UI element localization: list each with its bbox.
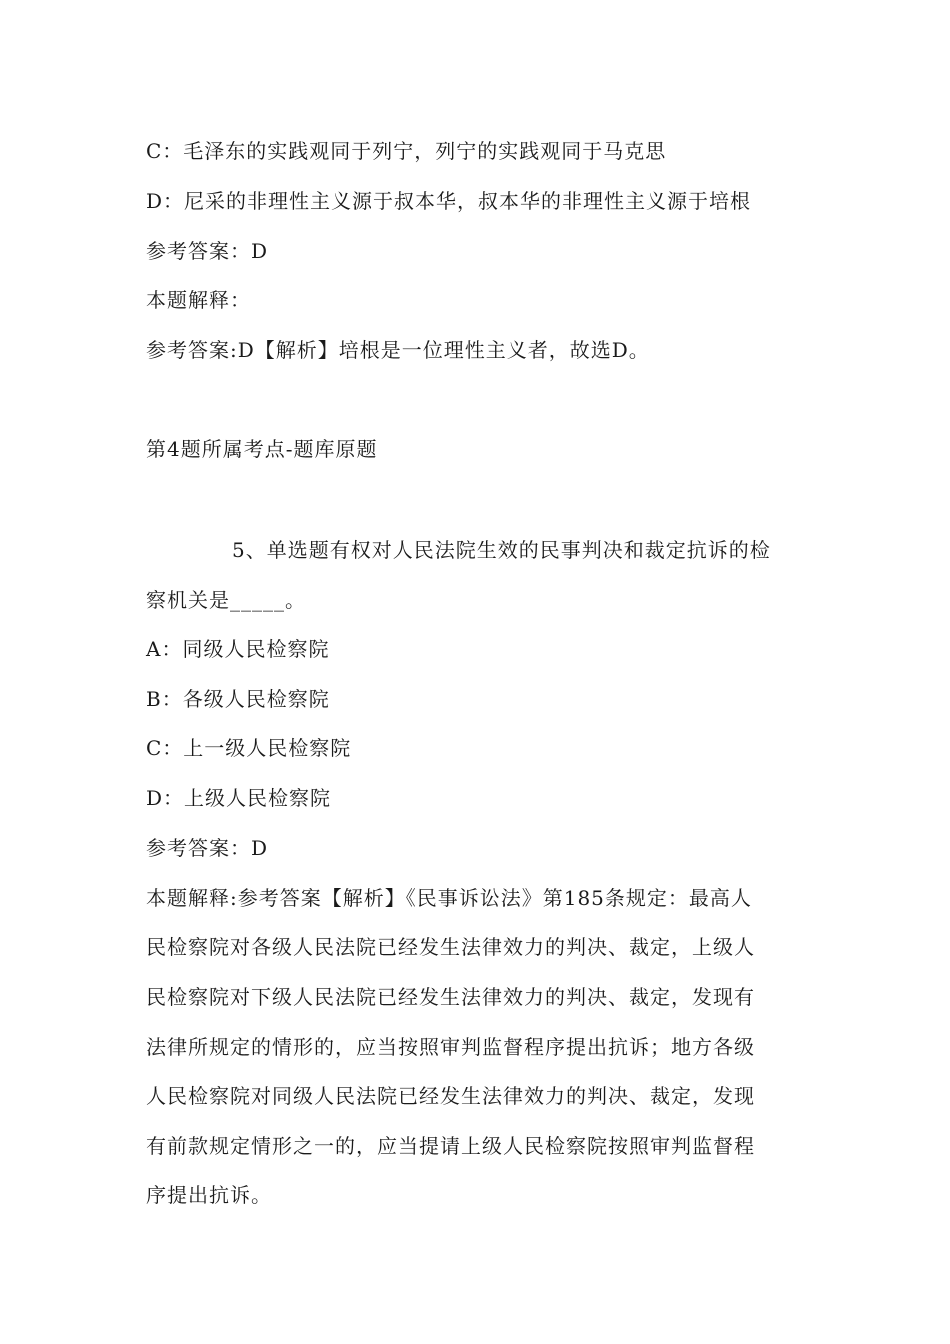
q5-explanation-line: 民检察院对各级人民法院已经发生法律效力的判决、裁定，上级人 <box>146 935 755 959</box>
q5-option-a: A：同级人民检察院 <box>146 637 330 661</box>
q5-explanation-line: 民检察院对下级人民法院已经发生法律效力的判决、裁定，发现有 <box>146 985 755 1009</box>
q5-explanation-line: 本题解释:参考答案【解析】《民事诉讼法》第185条规定：最高人 <box>146 886 752 910</box>
q3-explanation-label: 本题解释： <box>146 288 251 312</box>
q5-option-d: D：上级人民检察院 <box>146 786 332 810</box>
q4-topic: 第4题所属考点-题库原题 <box>146 437 378 461</box>
q5-explanation-line: 有前款规定情形之一的，应当提请上级人民检察院按照审判监督程 <box>146 1134 755 1158</box>
q3-option-d: D：尼采的非理性主义源于叔本华，叔本华的非理性主义源于培根 <box>146 189 752 213</box>
q5-explanation-line: 人民检察院对同级人民法院已经发生法律效力的判决、裁定，发现 <box>146 1084 755 1108</box>
q3-explanation: 参考答案:D【解析】培根是一位理性主义者，故选D。 <box>146 338 650 362</box>
q5-option-c: C：上一级人民检察院 <box>146 736 352 760</box>
q3-option-c: C：毛泽东的实践观同于列宁，列宁的实践观同于马克思 <box>146 139 667 163</box>
q5-explanation-line: 法律所规定的情形的，应当按照审判监督程序提出抗诉；地方各级 <box>146 1035 755 1059</box>
q5-explanation-line: 序提出抗诉。 <box>146 1183 272 1207</box>
q5-option-b: B：各级人民检察院 <box>146 687 330 711</box>
q3-answer: 参考答案：D <box>146 239 269 263</box>
q5-answer: 参考答案：D <box>146 836 269 860</box>
q5-question-line1: 5、单选题有权对人民法院生效的民事判决和裁定抗诉的检 <box>232 538 771 562</box>
q5-question-line2: 察机关是_____。 <box>146 588 306 612</box>
